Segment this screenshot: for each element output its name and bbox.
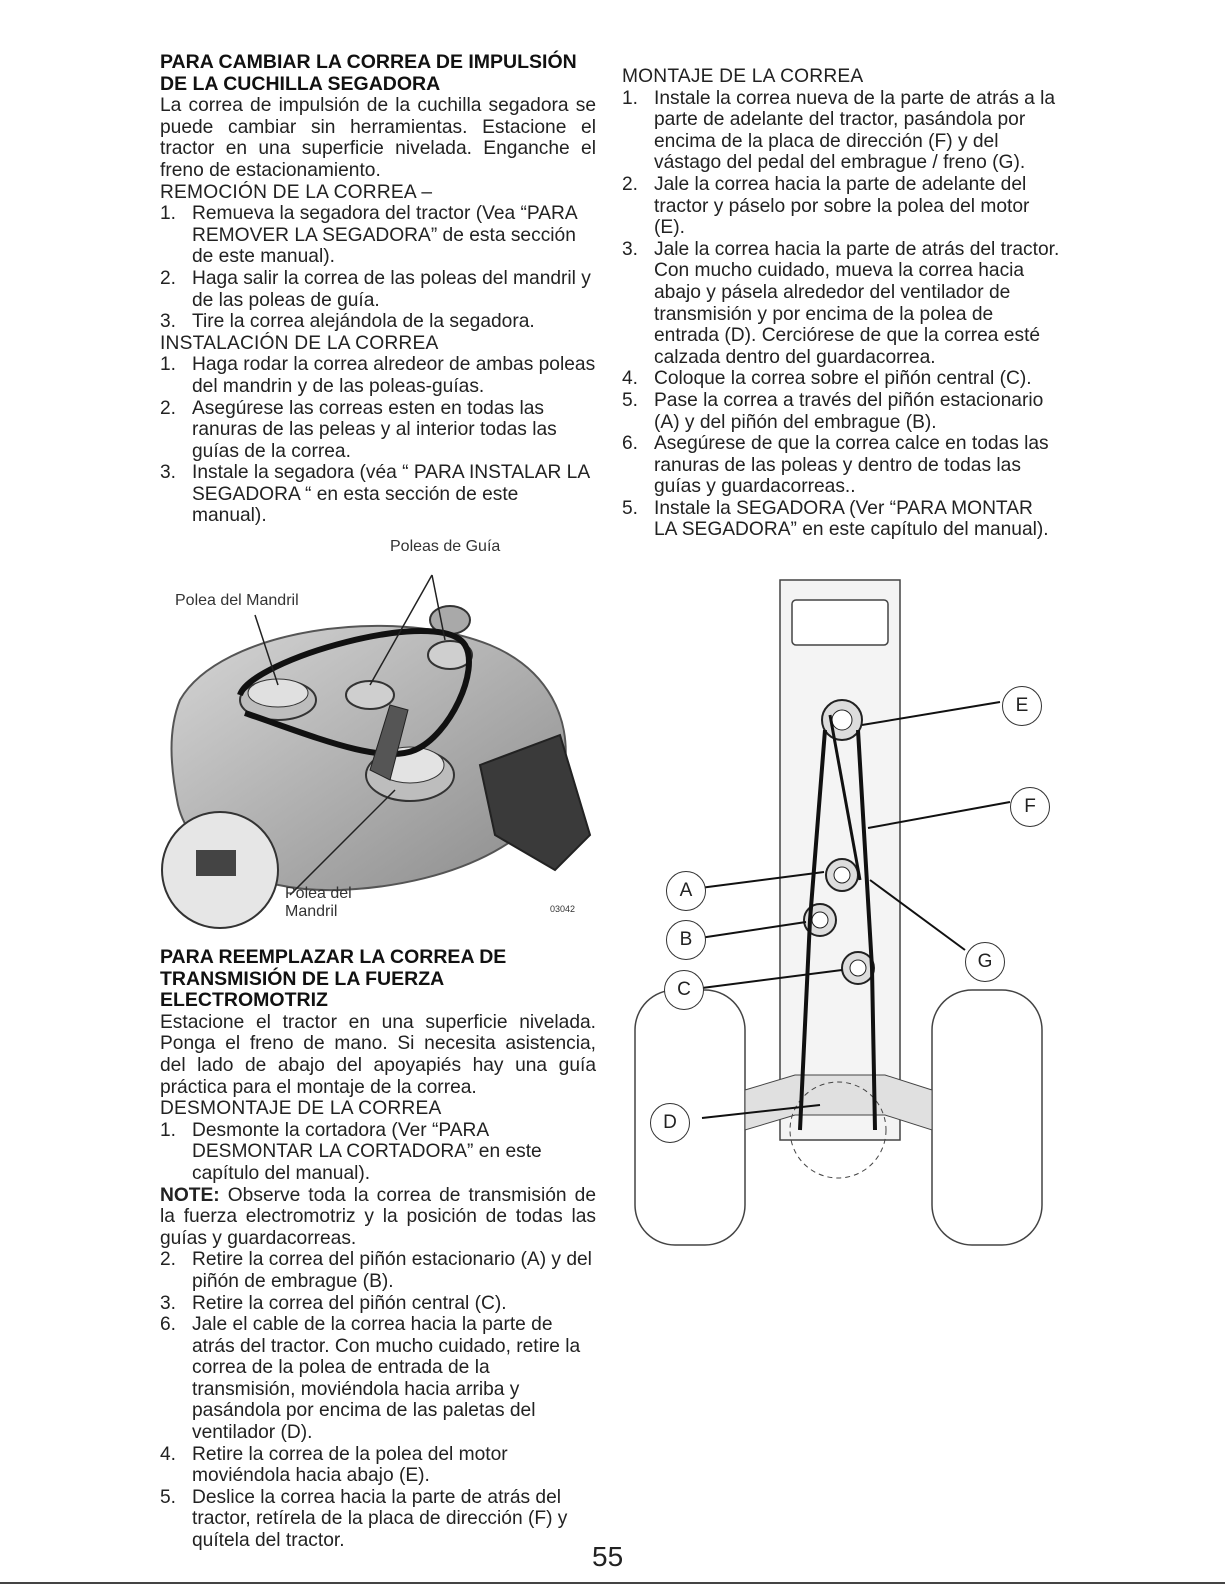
blade-belt-intro: La correa de impulsión de la cuchilla segadora se puede cambiar sin herramientas. Estacione el tractor en una superficie nivelada. Enganche el freno de estacionamiento. <box>160 95 596 181</box>
list-item <box>160 1314 596 1444</box>
list-item <box>160 354 596 397</box>
list-item <box>622 239 1060 369</box>
step-number: 2. <box>622 173 639 195</box>
list-item <box>622 368 1060 390</box>
list-item <box>622 433 1060 498</box>
step-number: 1. <box>160 203 177 225</box>
list-item <box>160 1293 596 1315</box>
step-text: Haga rodar la correa alredeor de ambas poleas del mandrin y de las poleas-guías. <box>192 354 596 397</box>
step-number: 3. <box>622 238 639 260</box>
step-number: 1. <box>160 1119 177 1141</box>
note-text: Observe toda la correa de transmisión de la fuerza electromotriz y la posición de todas las guías y guardacorreas. <box>160 1184 596 1249</box>
step-text: Instale la correa nueva de la parte de atrás a la parte de adelante del tractor, pasándola por encima de la placa de dirección (F) y del vástago del pedal del embrague / freno (G). <box>654 87 1056 174</box>
belt-routing-figure <box>620 570 1060 1260</box>
list-item <box>160 398 596 463</box>
note-label: NOTE: <box>160 1184 220 1206</box>
list-item <box>160 1487 596 1552</box>
note-paragraph <box>160 1185 596 1250</box>
step-number: 2. <box>160 1249 177 1271</box>
mower-deck-figure <box>160 535 600 935</box>
label-guide-pulleys: Poleas de Guía <box>390 538 501 555</box>
list-item <box>160 268 596 311</box>
step-text: Instale la segadora (véa “ PARA INSTALAR LA SEGADORA “ en esta sección de este manual). <box>192 462 590 527</box>
step-text: Retire la correa de la polea del motor moviéndola hacia abajo (E). <box>192 1443 508 1487</box>
step-text: Desmonte la cortadora (Ver “PARA DESMONTAR LA CORTADORA” en este capítulo del manual). <box>192 1119 542 1184</box>
step-text: Tire la correa alejándola de la segadora. <box>192 311 535 333</box>
dismount-steps <box>160 1249 596 1551</box>
step-number: 5. <box>622 389 639 411</box>
page-number: 55 <box>592 1541 624 1572</box>
dismount-steps-first <box>160 1120 596 1185</box>
step-number: 1. <box>160 354 177 376</box>
right-column <box>622 66 1060 541</box>
step-number: 3. <box>160 311 177 333</box>
list-item <box>160 1444 596 1487</box>
step-number: 2. <box>160 397 177 419</box>
step-number: 4. <box>622 368 639 390</box>
callout-c: C <box>664 970 704 1010</box>
dismount-title: DESMONTAJE DE LA CORREA <box>160 1098 442 1120</box>
pto-belt-section <box>160 947 596 1552</box>
belt-routing-diagram <box>620 570 1060 1260</box>
step-number: 3. <box>160 462 177 484</box>
install-title: INSTALACIÓN DE LA CORREA <box>160 332 439 354</box>
label-mandrel-pulley-top: Polea del Mandril <box>175 592 299 609</box>
section-heading-pto-belt: PARA REEMPLAZAR LA CORREA DE TRANSMISIÓN DE LA FUERZA ELECTROMOTRIZ <box>160 946 507 1012</box>
callout-a: A <box>666 871 706 911</box>
mount-steps <box>622 88 1060 541</box>
step-text: Jale la correa hacia la parte de atrás del tractor. Con mucho cuidado, mueva la correa hacia abajo y pásela alrededor del ventilador de transmisión y por encima de la polea de entrada (D). Cerciórese de que la correa esté calzada dentro del guardacorrea. <box>654 238 1060 368</box>
step-number: 4. <box>160 1443 177 1465</box>
step-text: Asegúrese las correas esten en todas las ranuras de las peleas y al interior todas las guías de la correa. <box>192 397 557 462</box>
left-column <box>160 52 596 527</box>
callout-f: F <box>1010 787 1050 827</box>
step-text: Haga salir la correa de las poleas del mandril y de las poleas de guía. <box>192 267 591 311</box>
pto-belt-intro: Estacione el tractor en una superficie nivelada. Ponga el freno de mano. Si necesita asistencia, del lado de abajo del apoyapiés hay una guía práctica para el montaje de la correa. <box>160 1011 596 1098</box>
list-item <box>622 174 1060 239</box>
step-number: 2. <box>160 267 177 289</box>
list-item <box>160 1249 596 1292</box>
step-number: 6. <box>160 1314 177 1336</box>
step-number: 3. <box>160 1292 177 1314</box>
section-heading-blade-belt: PARA CAMBIAR LA CORREA DE IMPULSIÓN DE LA CUCHILLA SEGADORA <box>160 51 577 95</box>
list-item <box>160 311 596 333</box>
step-text: Coloque la correa sobre el piñón central (C). <box>654 368 1032 390</box>
step-number: 5. <box>160 1486 177 1508</box>
mount-title: MONTAJE DE LA CORREA <box>622 66 864 87</box>
step-text: Remueva la segadora del tractor (Vea “PARA REMOVER LA SEGADORA” de esta sección de este manual). <box>192 203 577 268</box>
step-number: 5. <box>622 497 639 519</box>
step-text: Retire la correa del piñón central (C). <box>192 1292 507 1314</box>
step-number: 1. <box>622 87 639 109</box>
list-item <box>160 462 596 527</box>
label-mandrel-pulley-bottom: Polea del Mandril <box>285 885 352 920</box>
removal-title: REMOCIÓN DE LA CORREA – <box>160 181 433 203</box>
callout-g: G <box>965 942 1005 982</box>
figure-code: 03042 <box>550 904 576 914</box>
step-text: Pase la correa a través del piñón estacionario (A) y del piñón del embrague (B). <box>654 389 1044 433</box>
list-item <box>160 1120 596 1185</box>
step-number: 6. <box>622 433 639 455</box>
step-text: Asegúrese de que la correa calce en todas las ranuras de las poleas y dentro de todas las guías y guardacorreas.. <box>654 433 1049 498</box>
step-text: Retire la correa del piñón estacionario (A) y del piñón de embrague (B). <box>192 1249 592 1292</box>
step-text: Jale la correa hacia la parte de adelante del tractor y páselo por sobre la polea del motor (E). <box>654 173 1030 239</box>
install-steps <box>160 354 596 527</box>
step-text: Instale la SEGADORA (Ver “PARA MONTAR LA SEGADORA” en este capítulo del manual). <box>654 497 1049 541</box>
step-text: Deslice la correa hacia la parte de atrás del tractor, retírela de la placa de dirección (F) y quítela del tractor. <box>192 1486 568 1552</box>
list-item <box>622 390 1060 433</box>
callout-b: B <box>666 920 706 960</box>
bottom-rule <box>0 1582 1225 1584</box>
removal-steps <box>160 203 596 333</box>
list-item <box>622 88 1060 174</box>
list-item <box>160 203 596 268</box>
callout-d: D <box>650 1103 690 1143</box>
step-text: Jale el cable de la correa hacia la parte de atrás del tractor. Con mucho cuidado, retire la correa de la polea de entrada de la transmisión, moviéndola hacia arriba y pasándola por encima de las paletas del ventilador (D). <box>192 1314 581 1444</box>
callout-e: E <box>1002 686 1042 726</box>
list-item <box>622 498 1060 541</box>
